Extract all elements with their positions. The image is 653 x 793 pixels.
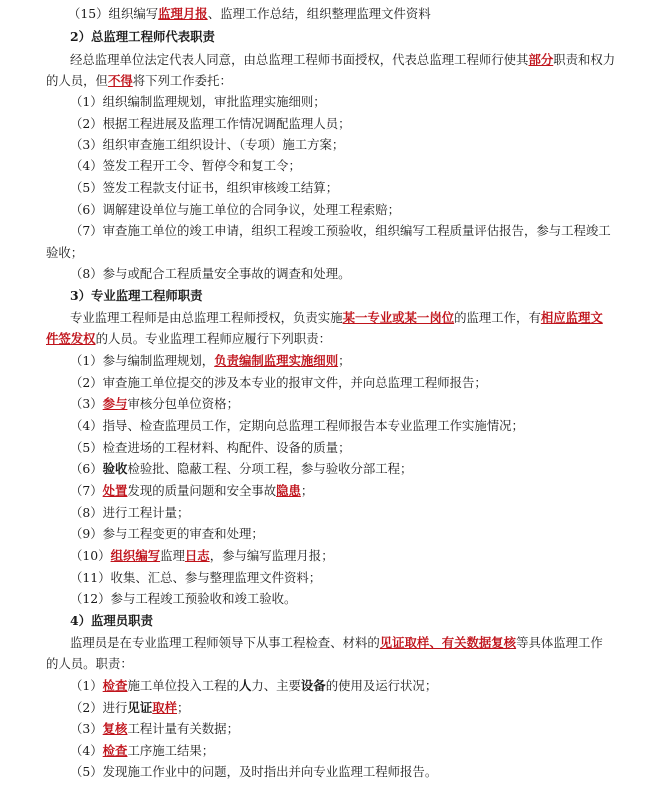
paragraph-line: 监理员是在专业监理工程师领导下从事工程检查、材料的见证取样、有关数据复核等具体监理工作	[70, 635, 603, 650]
list-item: （8）进行工程计量；	[70, 505, 190, 520]
list-item: （5）检查进场的工程材料、构配件、设备的质量；	[70, 440, 351, 455]
list-item: （3）参与审核分包单位资格；	[70, 396, 239, 411]
section-heading-inspector: 4）监理员职责	[70, 613, 153, 628]
list-item: （7）处置发现的质量问题和安全事故隐患；	[70, 483, 314, 498]
paragraph-line: 的人员，但不得将下列工作委托：	[46, 73, 232, 88]
list-item: （4）检查工序施工结果；	[70, 743, 215, 758]
paragraph-line: 的人员。职责：	[46, 656, 133, 671]
section-heading-chief-deputy: 2）总监理工程师代表职责	[70, 29, 215, 44]
list-item: （7）审查施工单位的竣工申请，组织工程竣工预验收，组织编写工程质量评估报告，参与工程竣工	[70, 223, 611, 238]
paragraph-line: 件签发权的人员。专业监理工程师应履行下列职责：	[46, 331, 331, 346]
list-item: （10）组织编写监理日志，参与编写监理月报；	[70, 548, 334, 563]
list-item: （3）组织审查施工组织设计、（专项）施工方案；	[70, 137, 345, 152]
list-item: （9）参与工程变更的审查和处理；	[70, 526, 264, 541]
list-item: （1）检查施工单位投入工程的人力、主要设备的使用及运行状况；	[70, 678, 438, 693]
paragraph-line: 专业监理工程师是由总监理工程师授权，负责实施某一专业或某一岗位的监理工作，有相应监理文	[70, 310, 603, 325]
line-monthly-report: （15）组织编写监理月报、监理工作总结，组织整理监理文件资料	[68, 6, 431, 21]
list-item: （2）根据工程进展及监理工作情况调配监理人员；	[70, 116, 351, 131]
paragraph-line: 经总监理单位法定代表人同意，由总监理工程师书面授权，代表总监理工程师行使其部分职责和权力	[70, 52, 616, 67]
list-item-continuation: 验收；	[46, 245, 84, 260]
list-item: （6）调解建设单位与施工单位的合同争议，处理工程索赔；	[70, 202, 401, 217]
section-heading-specialist: 3）专业监理工程师职责	[70, 288, 203, 303]
list-item: （12）参与工程竣工预验收和竣工验收。	[70, 591, 297, 606]
list-item: （3）复核工程计量有关数据；	[70, 721, 239, 736]
list-item: （11）收集、汇总、参与整理监理文件资料；	[70, 570, 322, 585]
list-item: （6）验收检验批、隐蔽工程、分项工程，参与验收分部工程；	[70, 461, 413, 476]
list-item: （8）参与或配合工程质量安全事故的调查和处理。	[70, 266, 351, 281]
list-item: （1）组织编制监理规划，审批监理实施细则；	[70, 94, 326, 109]
list-item: （5）签发工程款支付证书，组织审核竣工结算；	[70, 180, 339, 195]
list-item: （4）指导、检查监理员工作，定期向总监理工程师报告本专业监理工作实施情况；	[70, 418, 524, 433]
list-item: （4）签发工程开工令、暂停令和复工令；	[70, 158, 301, 173]
list-item: （1）参与编制监理规划，负责编制监理实施细则；	[70, 353, 351, 368]
list-item: （5）发现施工作业中的问题，及时指出并向专业监理工程师报告。	[70, 764, 438, 779]
list-item: （2）进行见证取样；	[70, 700, 190, 715]
list-item: （2）审查施工单位提交的涉及本专业的报审文件，并向总监理工程师报告；	[70, 375, 487, 390]
